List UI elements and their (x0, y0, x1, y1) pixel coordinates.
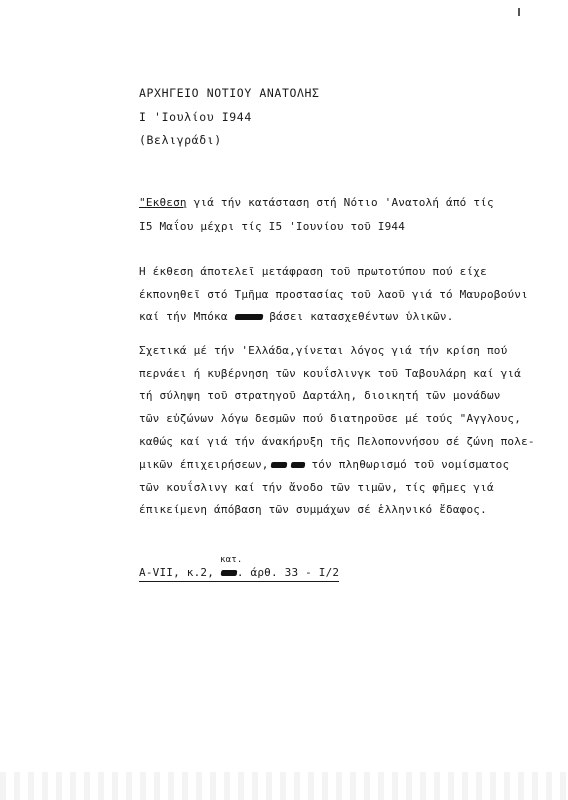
para1-line1: Η έκθεση άποτελεῖ μετάφραση τοῦ πρωτοτύπου πού είχε (139, 265, 487, 278)
para2-line5: καθώς καί γιά τήν άνακήρυξη τῆς Πελοποννήσου σέ ζώνη πολε- (139, 435, 535, 448)
reference-part2: . άρθ. 33 - Ι/2 (236, 566, 340, 579)
para2-line7: τῶν κουΐσλινγ καί τήν ἄνοδο τῶν τιμῶν, τίς φῆμες γιά (139, 481, 494, 494)
reference-handwritten-note: κατ. (220, 555, 243, 565)
para1-line2: έκπονηθεῖ στό Τμῆμα προστασίας τοῦ λαοῦ γιά τό Μαυροβούνι (139, 288, 528, 301)
para1-line3-start: καί τήν Μπόκα (139, 310, 235, 323)
report-title-word: "Εκθεση (139, 196, 187, 209)
para1-line3 (139, 310, 454, 324)
para2-line4: τῶν εὐζώνων λόγω δεσμῶν πού διατηροῦσε μέ τούς "Αγγλους, (139, 412, 522, 425)
redaction-mark (270, 462, 287, 468)
para2-line2: περνάει ή κυβέρνηση τῶν κουΐσλινγκ τοῦ Ταβουλάρη καί γιά (139, 367, 522, 380)
redaction-mark (234, 314, 263, 320)
report-title-line1 (139, 196, 494, 210)
para2-line3: τή σύληψη τοῦ στρατηγοῦ Δαρτάλη, διοικητή τῶν μονάδων (139, 389, 501, 402)
redaction-mark (220, 570, 237, 576)
archive-reference (139, 566, 339, 582)
report-title-line2: Ι5 Μαΐου μέχρι τίς Ι5 'Ιουνίου τοῦ Ι944 (139, 220, 406, 233)
header-organization: ΑΡΧΗΓΕΙΟ ΝΟΤΙΟΥ ΑΝΑΤΟΛΗΣ (139, 86, 320, 100)
header-location: (Βελιγράδι) (139, 133, 222, 147)
redaction-mark (290, 462, 305, 468)
scan-mark (518, 8, 520, 16)
scan-bottom-edge (0, 772, 568, 800)
para2-line6-end: τόν πληθωρισμό τοῦ νομίσματος (304, 458, 510, 471)
para2-line6-start: μικῶν έπιχειρήσεων, (139, 458, 269, 471)
para2-line1: Σχετικά μέ τήν 'Ελλάδα,γίνεται λόγος γιά τήν κρίση πού (139, 344, 508, 357)
para2-line6 (139, 458, 509, 472)
header-date: Ι 'Ιουλίου Ι944 (139, 110, 252, 124)
report-title-rest: γιά τήν κατάσταση στή Νότιο 'Ανατολή άπό τίς (186, 196, 494, 209)
reference-part1: A-VII, κ.2, (139, 566, 221, 579)
para2-line8: έπικείμενη άπόβαση τῶν συμμάχων σέ ἑλληνικό ἔδαφος. (139, 503, 487, 516)
para1-line3-end: βάσει κατασχεθέντων ὑλικῶν. (262, 310, 454, 323)
